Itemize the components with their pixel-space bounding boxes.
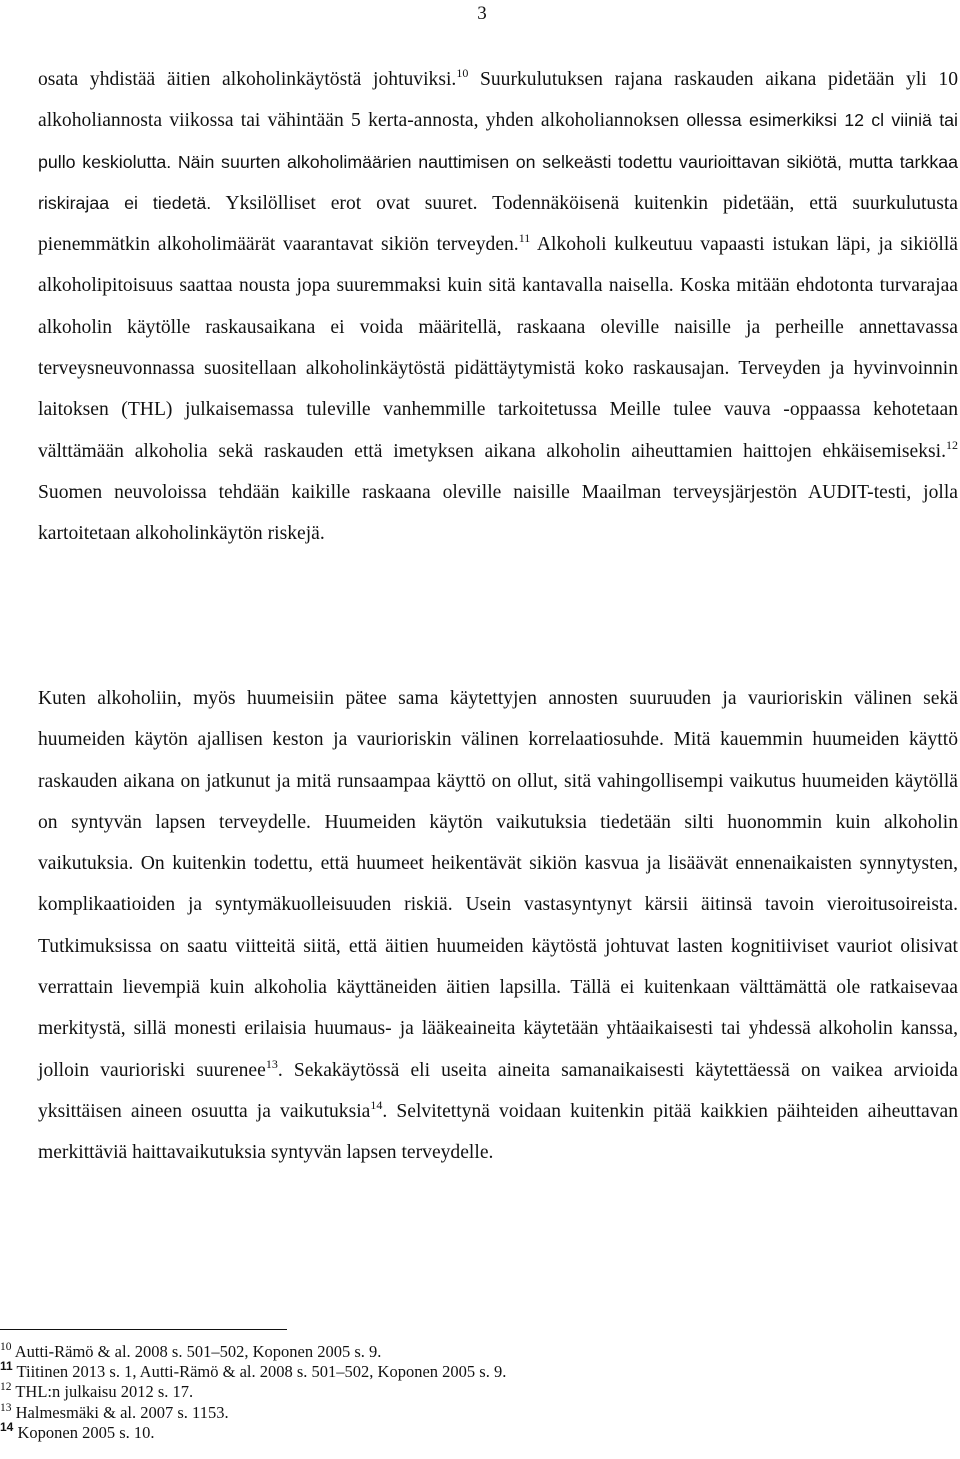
footnote-list [0,1342,700,1443]
footnote-number: 14 [0,1419,14,1434]
footnote-number: 11 [0,1359,13,1374]
text-run: Alkoholi kulkeutuu vapaasti istukan läpi, ja sikiöllä alkoholipitoisuus saattaa nousta jopa suuremmaksi kuin sitä kantavalla naisella. Koska mitään ehdotonta turvarajaa alkoholin käytölle raskausaikana ei voida määritellä, raskaana oleville naisille ja perheille annettavassa terveysneuvonnassa suositellaan alkoholinkäytöstä pidättäytymistä koko raskausajan. Terveyden ja hyvinvoinnin laitoksen (THL) julkaisemassa tuleville vanhemmille tarkoitetussa Meille tulee vauva -oppaassa kehotetaan välttämään alkoholia sekä raskauden että imetyksen aikana alkoholin aiheuttamien haittojen ehkäisemiseksi. [38,234,958,462]
footnote-item [0,1382,700,1402]
text-run: Suurkulutuksen rajana raskauden aikana pidetään yli 10 alkoholiannosta viikossa tai vähintään 5 kerta-annosta, yhden alkoholiannoksen [38,69,958,132]
text-run: ollessa esimerkiksi 12 cl viiniä tai pullo keskiolutta. Näin suurten alkoholimäärien nauttimisen on selkeästi todettu vaurioittavan sikiötä, mutta tarkkaa riskirajaa ei tiedetä. [38,110,958,213]
footnote-reference: 13 [265,1056,278,1071]
footnote-reference: 10 [456,66,469,80]
text-run: Suomen neuvoloissa tehdään kaikille raskaana oleville naisille Maailman terveysjärjestön AUDIT-testi, jolla kartoitetaan alkoholinkäytön riskejä. [38,481,958,545]
footnote-number: 13 [0,1401,12,1414]
footnote-item [0,1403,700,1423]
footnote-reference: 11 [518,231,531,246]
footnote-reference: 14 [370,1097,383,1112]
footnote-item [0,1359,700,1382]
footnote-separator [0,1329,287,1330]
text-run: . Selvitettynä voidaan kuitenkin pitää kaikkien päihteiden aiheuttavan merkittäviä haittavaikutuksia syntyvän lapsen terveydelle. [38,1100,958,1164]
footnote-item [0,1419,700,1443]
footnote-text: Koponen 2005 s. 10. [13,1422,155,1442]
footnote-text: Tiitinen 2013 s. 1, Autti-Rämö & al. 2008 s. 501–502, Koponen 2005 s. 9. [12,1362,507,1382]
footnote-reference: 12 [946,437,958,452]
footnote-item [0,1342,700,1362]
body-paragraph-2 [38,678,958,1174]
footnote-text: Halmesmäki & al. 2007 s. 1153. [11,1402,229,1422]
footnote-text: Autti-Rämö & al. 2008 s. 501–502, Koponen 2005 s. 9. [11,1342,382,1361]
text-run: osata yhdistää äitien alkoholinkäytöstä johtuviksi. [38,69,457,90]
text-run: Kuten alkoholiin, myös huumeisiin pätee sama käytettyjen annosten suuruuden ja vaurioriskin välinen sekä huumeiden käytön ajallisen keston ja vaurioriskin välinen korrelaatiosuhde. Mitä kauemmin huumeiden käyttö raskauden aikana on jatkunut ja mitä runsaampaa käyttö on ollut, sitä vahingollisempi vaikutus huumeiden käytöllä on syntyvän lapsen terveydelle. Huumeiden käytön vaikutuksia tiedetään silti huonommin kuin alkoholin vaikutuksia. On kuitenkin todettu, että huumeet heikentävät sikiön kasvua ja lisäävät ennenaikaisten synnytysten, komplikaatioiden ja syntymäkuolleisuuden riskiä. Usein vastasyntynyt kärsii äitinsä tavoin vieroitusoireista. Tutkimuksissa on saatu viitteitä siitä, että äitien huumeiden käytöstä johtuvat lasten kognitiiviset vauriot olisivat verrattain lievempiä kuin alkoholia käyttäneiden äitien lapsilla. Tällä ei kuitenkaan välttämättä ole ratkaisevaa merkitystä, sillä monesti erilaisia huumaus- ja lääkeaineita käytetään yhtäaikaisesti tai yhdessä alkoholin kanssa, jolloin vaurioriski suurenee [38,688,958,1081]
footnote-text: THL:n julkaisu 2012 s. 17. [11,1382,194,1402]
text-run: . Sekakäytössä eli useita aineita samanaikaisesti käytettäessä on vaikea arvioida yksittäisen aineen osuutta ja vaikutuksia [38,1059,959,1122]
text-run: Yksilölliset erot ovat suuret. Todennäköisenä kuitenkin pidetään, että suurkulutusta pienemmätkin alkoholimäärät vaarantavat sikiön terveyden. [38,192,958,256]
footnote-number: 12 [0,1381,12,1394]
page-number: 3 [477,3,487,24]
footnote-number: 10 [0,1341,12,1353]
body-paragraph-1 [38,59,958,555]
